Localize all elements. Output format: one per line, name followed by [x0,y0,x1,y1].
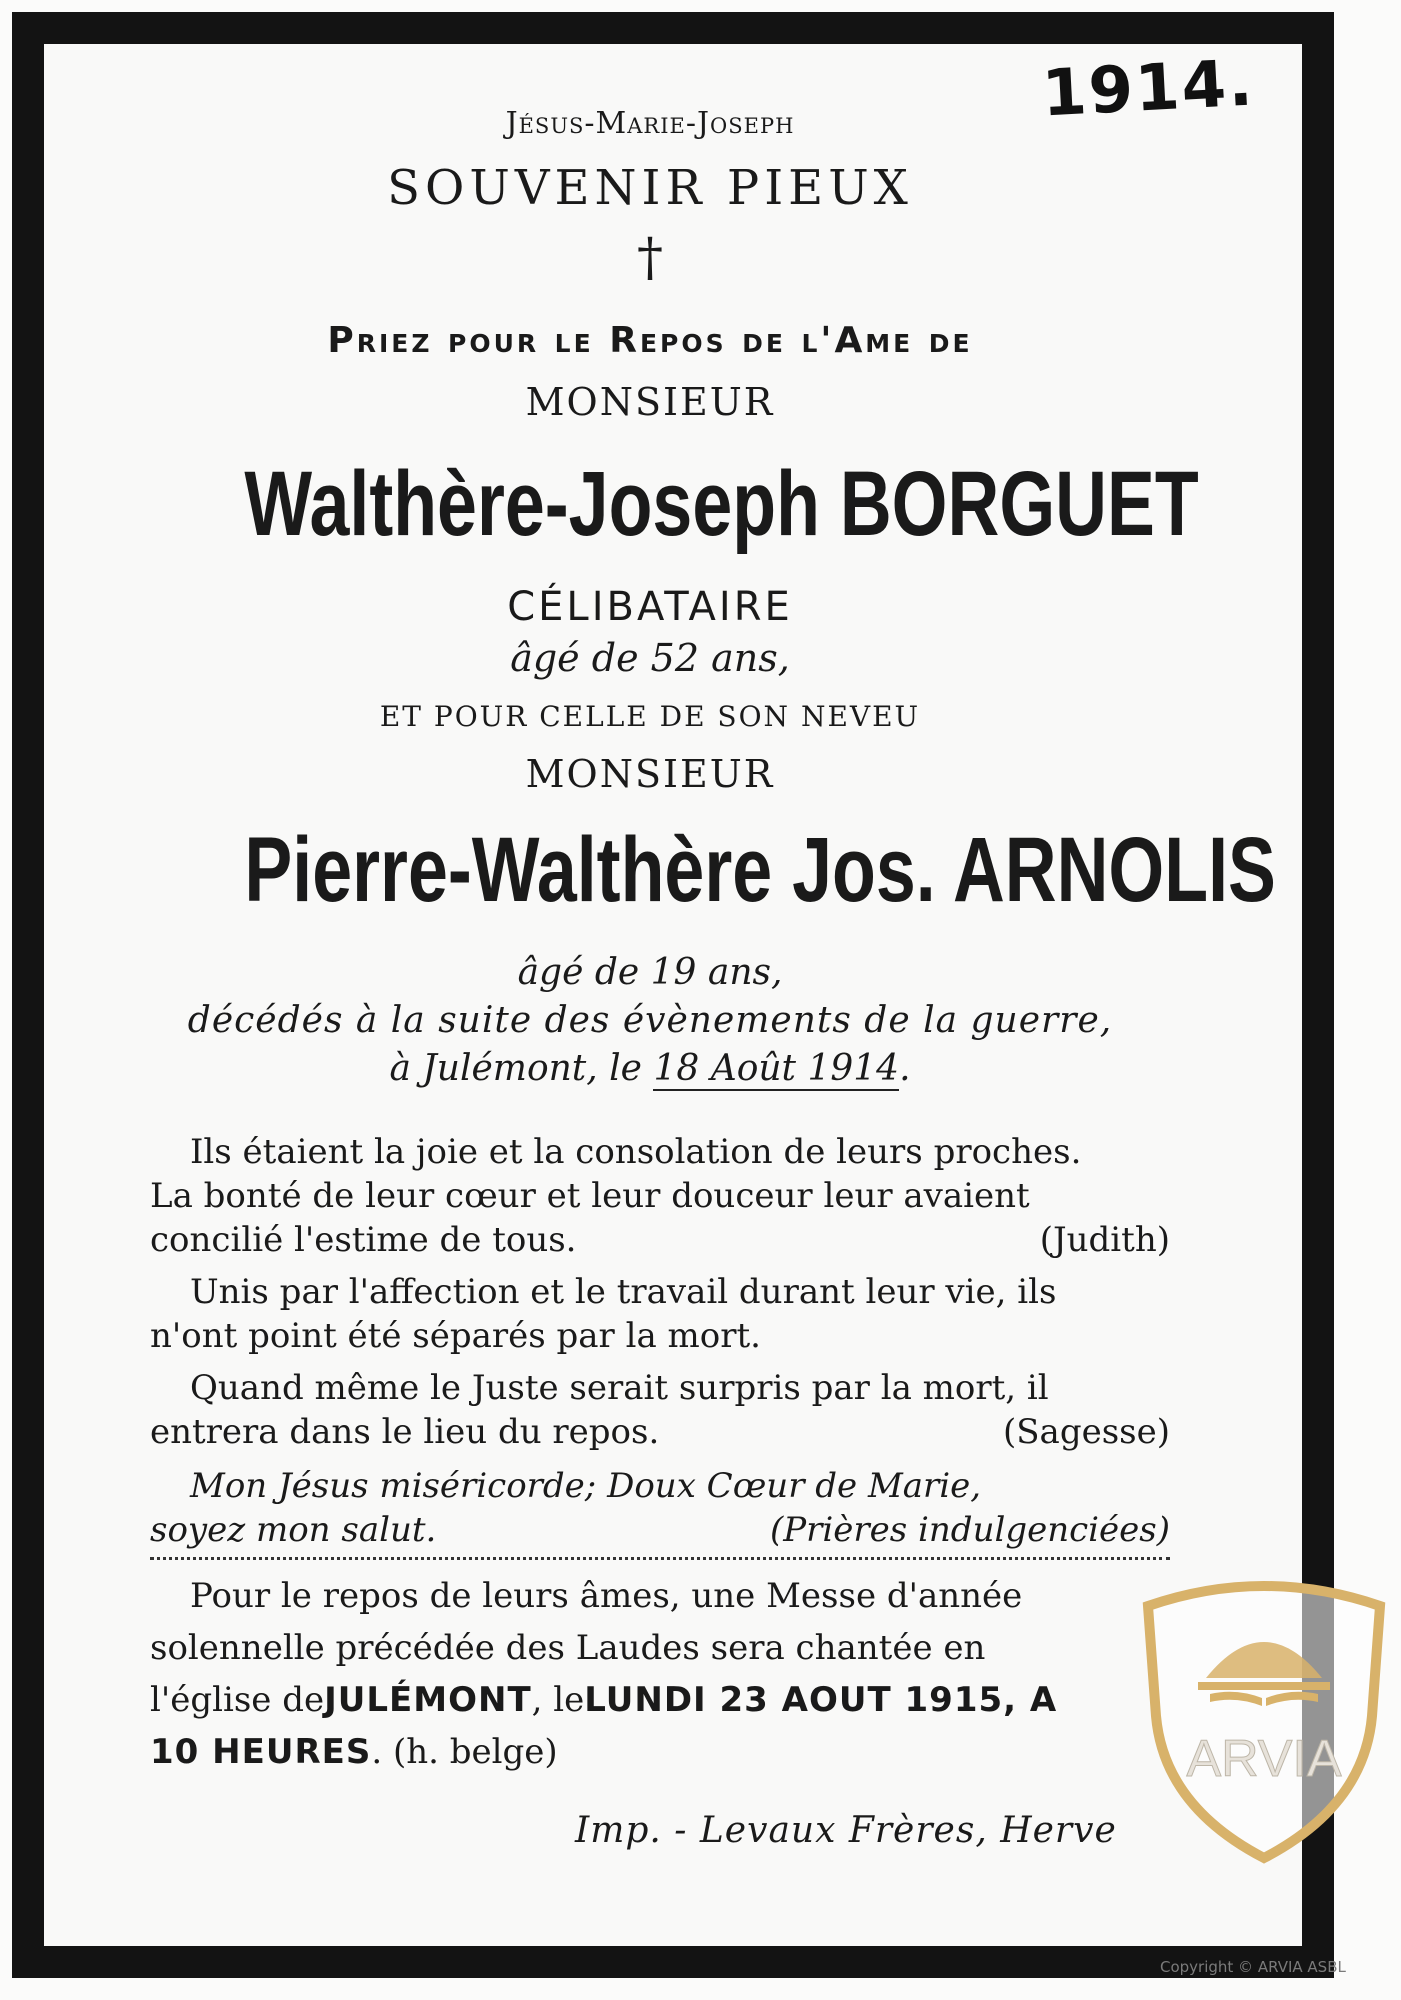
verse-1-line-2: La bonté de leur cœur et leur douceur leur avaient [150,1176,1030,1216]
verse-1-line-3: concilié l'estime de tous. (Judith) [150,1220,1170,1260]
deceased-name-1: Walthère-Joseph BORGUET [244,453,1199,555]
verse-1-line-1: Ils étaient la joie et la consolation de leurs proches. [190,1132,1082,1172]
verse-1-source: (Judith) [1039,1220,1170,1260]
honorific-2: MONSIEUR [525,752,775,796]
death-circumstance: décédés à la suite des évènements de la guerre, [187,1000,1113,1041]
verse-4-line-1: Mon Jésus miséricorde; Doux Cœur de Marie, [190,1466,982,1506]
mass-place: JULÉMONT [324,1680,532,1720]
verse-3-source: (Sagesse) [1003,1412,1170,1452]
printer-credit: Imp. - Levaux Frères, Herve [575,1810,1117,1851]
logo-text: ARVIA [1186,1730,1342,1788]
age-1: âgé de 52 ans, [510,636,790,680]
verse-4-line-2: soyez mon salut. (Prières indulgenciées) [150,1510,1170,1550]
death-date: 18 Août 1914 [653,1048,900,1089]
card-title: SOUVENIR PIEUX [387,160,913,216]
mass-line-2: solennelle précédée des Laudes sera chantée en [150,1628,986,1668]
verse-2-line-2: n'ont point été séparés par la mort. [150,1316,761,1356]
prayer-line: Priez pour le Repos de l'Ame de [327,320,973,361]
marital-status: CÉLIBATAIRE [507,584,793,630]
verse-3-line-2: entrera dans le lieu du repos. (Sagesse) [150,1412,1170,1452]
verse-3-line-1: Quand même le Juste serait surpris par la mort, il [190,1368,1049,1408]
verse-2-line-1: Unis par l'affection et le travail durant leur vie, ils [190,1272,1057,1312]
honorific-1: MONSIEUR [525,380,775,424]
death-place: Julémont [422,1048,587,1089]
age-2: âgé de 19 ans, [517,952,783,993]
mass-time: 10 HEURES [150,1732,372,1772]
mass-line-4: 10 HEURES . (h. belge) [150,1732,558,1772]
copyright-notice: Copyright © ARVIA ASBL [1160,1958,1346,1976]
death-place-date: à Julémont, le 18 Août 1914. [389,1048,911,1089]
mass-line-1: Pour le repos de leurs âmes, une Messe d'année [190,1576,1023,1616]
handwritten-year-annotation: 1914. [1040,46,1257,132]
mass-line-3: l'église de JULÉMONT , le LUNDI 23 AOUT 1915 , A [150,1680,1058,1720]
dotted-separator [150,1557,1170,1560]
cross-symbol: † [637,228,663,288]
verse-4-source: (Prières indulgenciées) [770,1510,1170,1550]
deceased-name-2: Pierre-Walthère Jos. ARNOLIS [244,819,1276,921]
arvia-shield-logo [1136,1566,1392,1866]
link-text: ET POUR CELLE DE SON NEVEU [379,700,921,733]
invocation: Jésus-Marie-Joseph [505,106,795,141]
mass-date: LUNDI 23 AOUT 1915 [584,1680,1004,1720]
